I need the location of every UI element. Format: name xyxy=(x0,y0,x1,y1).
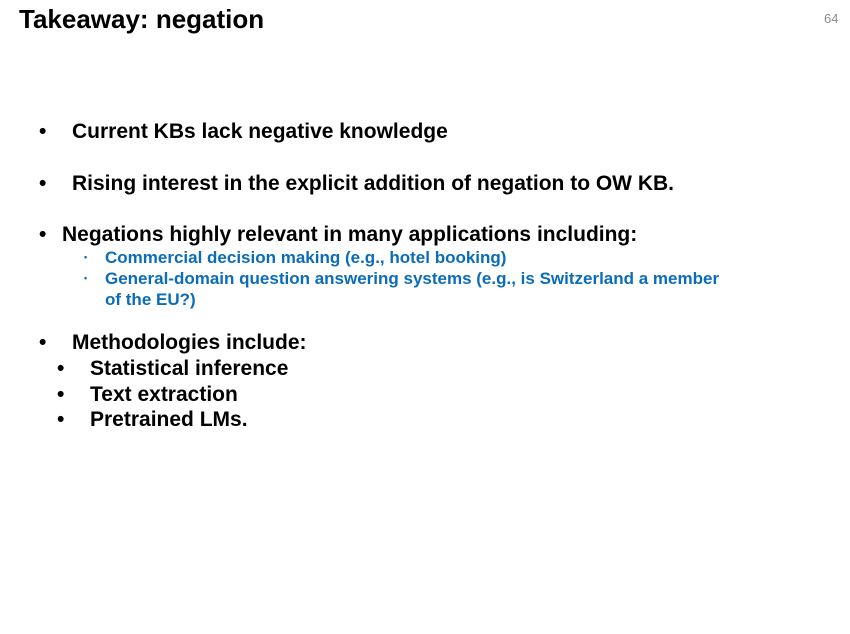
sub-bullet-pretrained-lms: Pretrained LMs. xyxy=(90,408,248,431)
sub-bullet-marker: • xyxy=(84,252,88,262)
sub-bullet-marker: • xyxy=(84,273,88,283)
bullet-marker: • xyxy=(39,331,47,354)
sub-bullet-marker: • xyxy=(57,383,65,406)
sub-bullet-statistical-inference: Statistical inference xyxy=(90,357,289,380)
sub-bullet-commercial: Commercial decision making (e.g., hotel booking) xyxy=(105,248,507,267)
bullet-text-rising-interest: Rising interest in the explicit addition of negation to OW KB. xyxy=(72,172,675,195)
bullet-marker: • xyxy=(39,172,47,195)
sub-bullet-marker: • xyxy=(57,357,65,380)
bullet-text-negations-relevant: Negations highly relevant in many applications including: xyxy=(62,223,638,246)
sub-bullet-marker: • xyxy=(57,408,65,431)
sub-bullet-question-answering-cont: of the EU?) xyxy=(105,290,196,309)
bullet-marker: • xyxy=(39,223,47,246)
sub-bullet-text-extraction: Text extraction xyxy=(90,383,238,406)
slide-title: Takeaway: negation xyxy=(19,4,265,34)
bullet-text-current-kbs: Current KBs lack negative knowledge xyxy=(72,120,448,143)
sub-bullet-question-answering: General-domain question answering systems (e.g., is Switzerland a member xyxy=(105,269,720,288)
bullet-marker: • xyxy=(39,120,47,143)
page-number: 64 xyxy=(824,11,839,26)
bullet-text-methodologies: Methodologies include: xyxy=(72,331,307,354)
